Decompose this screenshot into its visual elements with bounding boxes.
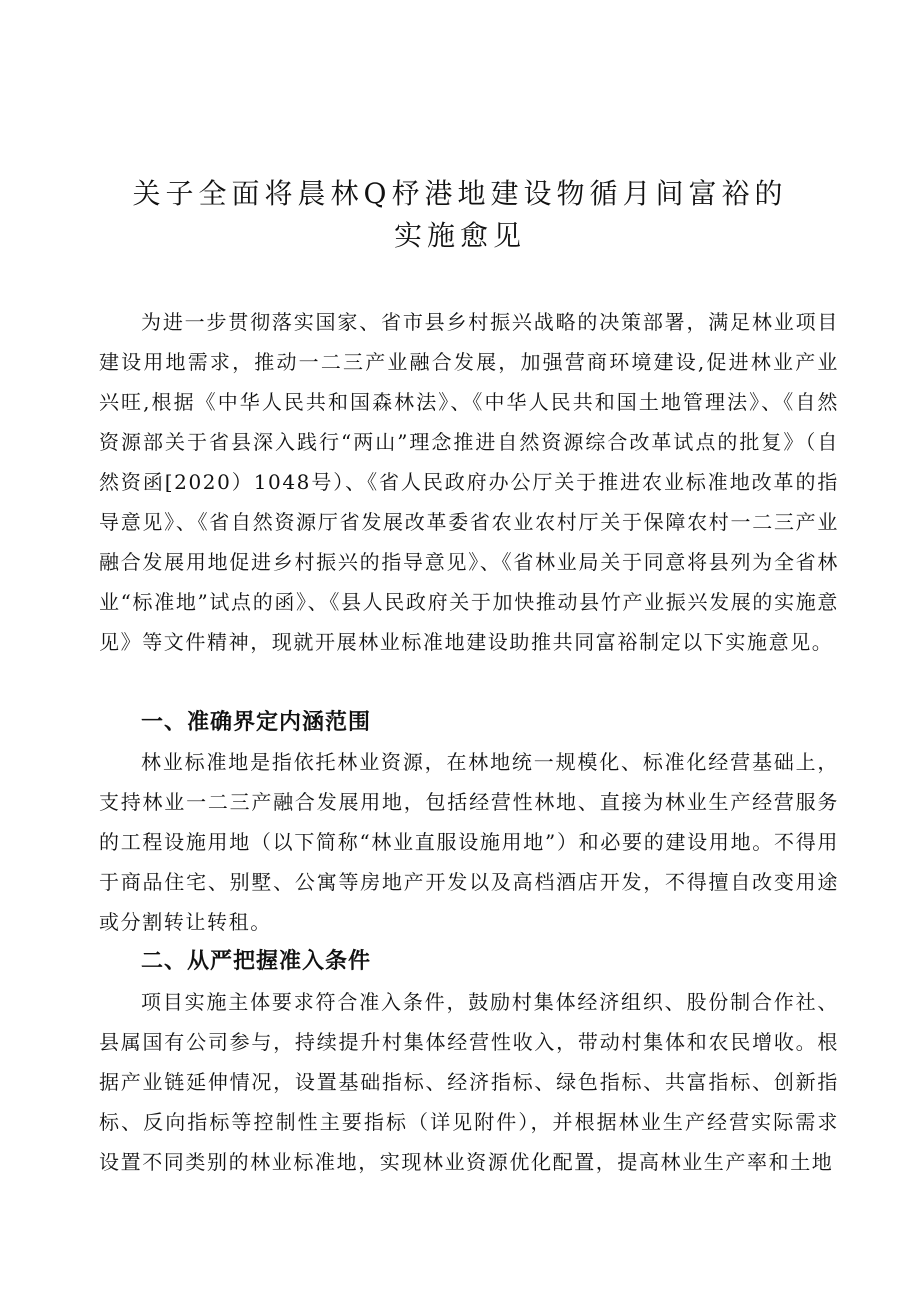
- section-1-heading: 一、准确界定内涵范围: [141, 710, 372, 735]
- intro-paragraph: 为进一步贯彻落实国家、省市县乡村振兴战略的决策部署，满足林业项目建设用地需求，推动一二三产业融合发展，加强营商环境建设,促进林业产业兴旺,根据《中华人民共和国森林法》、《中华人民共和国土地管理法》、《自然资源部关于省县深入践行“两山”理念推进自然资源综合改革试点的批复》（自然资函[2020）1048号）、《省人民政府办公厅关于推进农业标准地改革的指导意见》、《省自然资源厅省发展改革委省农业农村厅关于保障农村一二三产业融合发展用地促进乡村振兴的指导意见》、《省林业局关于同意将县列为全省林业“标准地”试点的函》、《县人民政府关于加快推动县竹产业振兴发展的实施意见》等文件精神，现就开展林业标准地建设助推共同富裕制定以下实施意见。: [99, 310, 839, 654]
- section-1: [99, 701, 839, 745]
- section-1-paragraph: 林业标准地是指依托林业资源，在林地统一规模化、标准化经营基础上，支持林业一二三产融合发展用地，包括经营性林地、直接为林业生产经营服务的工程设施用地（以下简称“林业直服设施用地”）和必要的建设用地。不得用于商品住宅、别墅、公寓等房地产开发以及高档酒店开发，不得擅自改变用途或分割转让转租。: [99, 750, 839, 934]
- section-2-paragraph: 项目实施主体要求符合准入条件，鼓励村集体经济组织、股份制合作社、县属国有公司参与，持续提升村集体经营性收入，带动村集体和农民增收。根据产业链延伸情况，设置基础指标、经济指标、绿色指标、共富指标、创新指标、反向指标等控制性主要指标（详见附件），并根据林业生产经营实际需求设置不同类别的林业标准地，实现林业资源优化配置，提高林业生产率和土地: [99, 990, 839, 1174]
- document-title-line-1: 关子全面将晨林Q杼港地建设物循月间富裕的: [132, 177, 788, 210]
- section-2-heading: 二、从严把握准入条件: [141, 949, 372, 974]
- document-body: [99, 302, 839, 662]
- document-title-line-2: 实施愈见: [393, 219, 526, 252]
- section-2-content: [99, 982, 839, 1182]
- section-2: [99, 940, 839, 984]
- section-1-content: [99, 742, 839, 942]
